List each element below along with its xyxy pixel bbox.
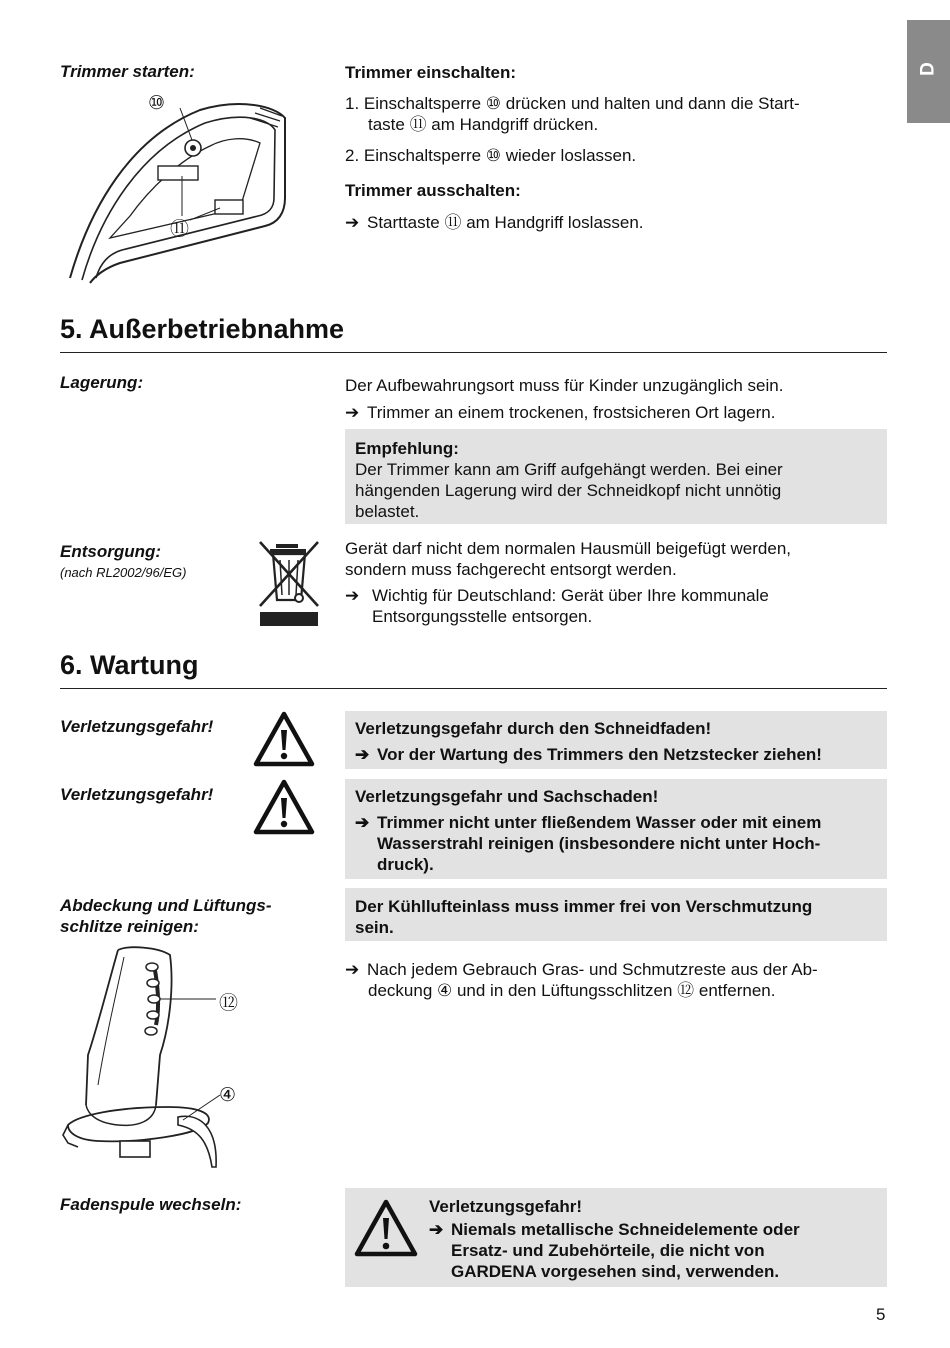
- cleaning-instruction-line-2: deckung ④ und in den Lüftungsschlitzen ⑫ entfernen.: [368, 981, 776, 1000]
- switch-off-line: ➔ Starttaste ⑪ am Handgriff loslassen.: [345, 213, 644, 232]
- disposal-directive: (nach RL2002/96/EG): [60, 565, 187, 580]
- warning-triangle-icon: [252, 710, 316, 768]
- arrow-icon: ➔: [345, 960, 360, 979]
- arrow-icon: ➔: [345, 213, 360, 232]
- switch-on-heading: Trimmer einschalten:: [345, 63, 517, 82]
- motor-housing-illustration: [58, 945, 248, 1173]
- warning-2-line-3: druck).: [377, 855, 434, 874]
- language-tab-label: D: [917, 62, 939, 76]
- switch-off-heading: Trimmer ausschalten:: [345, 181, 521, 200]
- section-5-rule: [60, 352, 887, 353]
- arrow-icon: ➔: [345, 403, 360, 422]
- section-6-rule: [60, 688, 887, 689]
- arrow-icon: ➔: [355, 813, 370, 832]
- warning-2-line-2: Wasserstrahl reinigen (insbesondere nicht unter Hoch-: [377, 834, 821, 853]
- warning-triangle-icon: [252, 778, 316, 836]
- handle-illustration: [60, 88, 290, 288]
- recommendation-box: [345, 429, 887, 524]
- spool-warning-line-2: Ersatz- und Zubehörteile, die nicht von: [451, 1241, 765, 1260]
- cleaning-label-line-1: Abdeckung und Lüftungs-: [60, 896, 272, 915]
- cleaning-box-line-1: Der Kühllufteinlass muss immer frei von Verschmutzung: [355, 897, 813, 916]
- spool-warning-line-3: GARDENA vorgesehen sind, verwenden.: [451, 1262, 780, 1281]
- warning-2-box: Verletzungsgefahr und Sachschaden! ➔ Trimmer nicht unter fließendem Wasser oder mit einem Wasserstrahl reinigen (insbesondere nicht unter Hoch- druck).: [345, 779, 887, 879]
- step-1-line-1: 1. Einschaltsperre ⑩ drücken und halten und dann die Start-: [345, 94, 800, 113]
- warning-1-box: Verletzungsgefahr durch den Schneidfaden! ➔ Vor der Wartung des Trimmers den Netzstecker ziehen!: [345, 711, 887, 769]
- disposal-line-1: Gerät darf nicht dem normalen Hausmüll beigefügt werden,: [345, 539, 792, 558]
- step-1-line-2: taste ⑪ am Handgriff drücken.: [368, 115, 599, 134]
- disposal-label: Entsorgung:: [60, 542, 162, 561]
- storage-instruction: ➔ Trimmer an einem trockenen, frostsicheren Ort lagern.: [345, 403, 776, 422]
- spool-warning-box: Verletzungsgefahr! ➔ Niemals metallische Schneidelemente oder Ersatz- und Zubehörteile, die nicht von GARDENA vorgesehen sind, verwenden.: [345, 1188, 887, 1287]
- cleaning-label-line-2: schlitze reinigen:: [60, 917, 199, 936]
- spool-warning-title: Verletzungsgefahr!: [429, 1197, 583, 1216]
- warning-2-title: Verletzungsgefahr und Sachschaden!: [355, 787, 659, 806]
- disposal-line-2: sondern muss fachgerecht entsorgt werden.: [345, 560, 677, 579]
- arrow-icon: ➔: [429, 1220, 444, 1239]
- disposal-instruction-line-2: Entsorgungsstelle entsorgen.: [372, 607, 593, 626]
- language-tab: [907, 20, 950, 123]
- start-label: Trimmer starten:: [60, 62, 195, 81]
- warning-triangle-icon: [353, 1198, 419, 1258]
- recommendation-line-1: Der Trimmer kann am Griff aufgehängt werden. Bei einer: [355, 460, 783, 479]
- weee-bin-icon: [258, 540, 320, 628]
- cleaning-box: [345, 888, 887, 941]
- callout-4: ④: [219, 1085, 237, 1106]
- storage-text: Der Aufbewahrungsort muss für Kinder unzugänglich sein.: [345, 376, 784, 395]
- section-6-heading: 6. Wartung: [60, 650, 199, 680]
- cleaning-box-line-2: sein.: [355, 918, 394, 937]
- callout-12: ⑫: [219, 993, 239, 1014]
- section-5-heading: 5. Außerbetriebnahme: [60, 314, 345, 344]
- warning-2-label: Verletzungsgefahr!: [60, 785, 214, 804]
- warning-1-label: Verletzungsgefahr!: [60, 717, 214, 736]
- step-2: 2. Einschaltsperre ⑩ wieder loslassen.: [345, 146, 637, 165]
- arrow-icon: ➔: [345, 586, 360, 605]
- recommendation-title: Empfehlung:: [355, 439, 459, 458]
- arrow-icon: ➔: [355, 745, 370, 764]
- page-number: 5: [876, 1305, 886, 1324]
- warning-1-title: Verletzungsgefahr durch den Schneidfaden!: [355, 719, 712, 738]
- storage-label: Lagerung:: [60, 373, 144, 392]
- callout-11: ⑪: [170, 219, 190, 240]
- callout-10: ⑩: [148, 93, 166, 114]
- recommendation-line-2: hängenden Lagerung wird der Schneidkopf nicht unnötig: [355, 481, 782, 500]
- recommendation-line-3: belastet.: [355, 502, 420, 521]
- spool-label: Fadenspule wechseln:: [60, 1195, 242, 1214]
